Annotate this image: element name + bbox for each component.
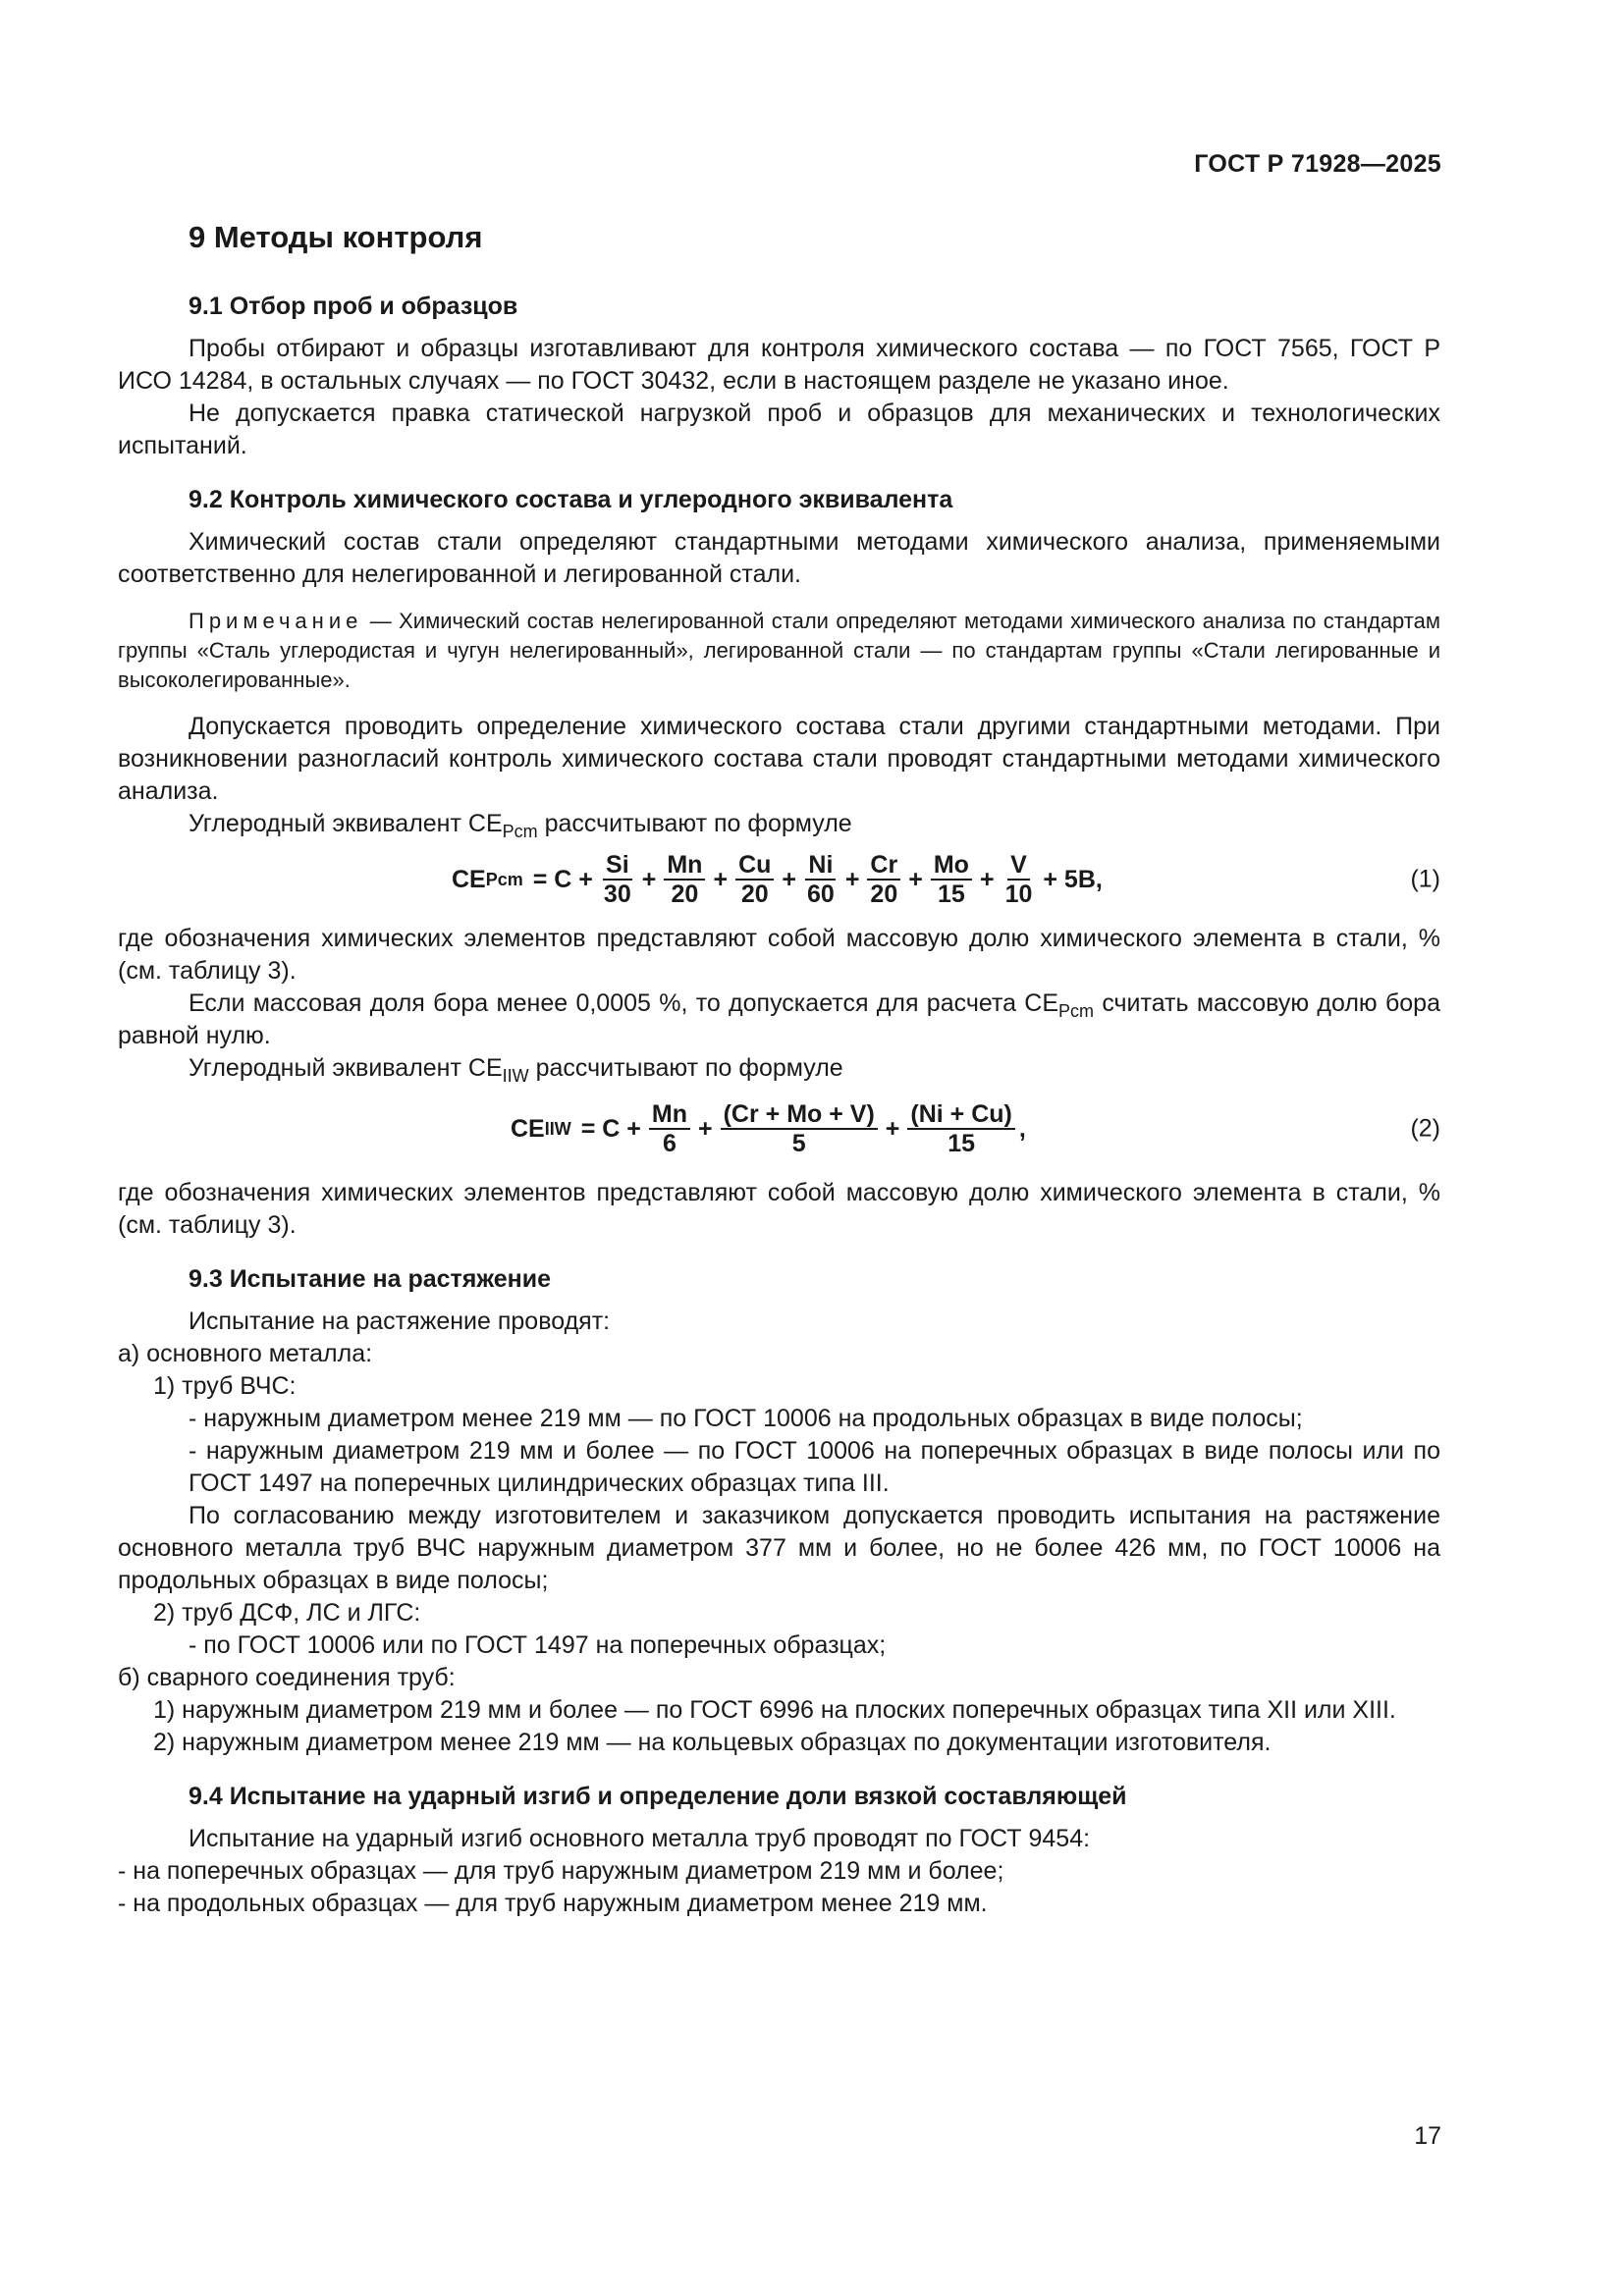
- plus: +: [713, 865, 729, 893]
- numerator: Cu: [735, 851, 774, 881]
- text: Если массовая доля бора менее 0,0005 %, то допускается для расчета CE: [189, 989, 1059, 1017]
- denominator: 15: [937, 881, 965, 908]
- note: [118, 607, 1440, 695]
- paragraph: Пробы отбирают и образцы изготавливают для контроля химического состава — по ГОСТ 7565, ГОСТ Р ИСО 14284, в остальных случаях — по ГОСТ 30432, если в настоящем разделе не указано иное.: [118, 335, 1440, 395]
- denominator: 10: [1004, 881, 1033, 908]
- fraction: [735, 851, 774, 908]
- plus: +: [698, 1114, 713, 1143]
- fraction: [804, 851, 838, 908]
- subscript: Pcm: [502, 822, 538, 841]
- paragraph: Допускается проводить определение химического состава стали другими стандартными методами. При возникновении разногласий контроль химического состава стали проводят стандартными методами химического анализа.: [118, 713, 1440, 805]
- subsection-9-4-title: 9.4 Испытание на ударный изгиб и определение доли вязкой составляющей: [189, 1783, 1127, 1810]
- denominator: 5: [791, 1130, 806, 1157]
- numerator: Ni: [805, 851, 836, 881]
- list-item: - наружным диаметром 219 мм и более — по ГОСТ 10006 на поперечных образцах в виде полосы или по ГОСТ 1497 на поперечных цилиндрических образцах типа III.: [189, 1437, 1440, 1497]
- paragraph: где обозначения химических элементов представляют собой массовую долю химического элемента в стали, % (см. таблицу 3).: [118, 925, 1440, 985]
- numerator: Cr: [867, 851, 900, 881]
- fraction: [867, 851, 900, 908]
- list-item: 2) наружным диаметром менее 219 мм — на кольцевых образцах по документации изготовителя.: [153, 1729, 1272, 1756]
- denominator: 60: [807, 881, 835, 908]
- list-item: а) основного металла:: [118, 1340, 373, 1367]
- formula-1: [118, 846, 1440, 913]
- subsection-9-1-title: 9.1 Отбор проб и образцов: [189, 293, 518, 320]
- list-item: б) сварного соединения труб:: [118, 1664, 456, 1691]
- text: считать массовую долю бора равной нулю.: [118, 989, 1440, 1049]
- formula-eq: = C +: [532, 865, 593, 893]
- paragraph: Химический состав стали определяют стандартными методами химического анализа, применяемыми соответственно для нелегированной и легированной стали.: [118, 528, 1440, 588]
- plus: +: [844, 865, 860, 893]
- paragraph: [118, 808, 1440, 840]
- numerator: V: [1007, 851, 1030, 881]
- formula-2-expression: CE IIW = C + $\frac{Mn}{6}$ + $\frac{(Cr + Mo + V)}{5}$ + $\frac{(Ni + Cu)}{15}$ ,: [511, 1100, 1026, 1157]
- section-title: 9 Методы контроля: [189, 220, 483, 254]
- denominator: 20: [740, 881, 769, 908]
- denominator: 20: [870, 881, 898, 908]
- list-item: - по ГОСТ 10006 или по ГОСТ 1497 на поперечных образцах;: [189, 1631, 887, 1659]
- paragraph: По согласованию между изготовителем и заказчиком допускается проводить испытания на растяжение основного металла труб ВЧС наружным диаметром 377 мм и более, но не более 426 мм, по ГОСТ 10006 на продольных образцах в виде полосы;: [118, 1502, 1440, 1594]
- list-item: - наружным диаметром менее 219 мм — по ГОСТ 10006 на продольных образцах в виде полосы;: [189, 1405, 1303, 1432]
- paragraph: [118, 1052, 1440, 1085]
- paragraph: где обозначения химических элементов представляют собой массовую долю химического элемента в стали, % (см. таблицу 3).: [118, 1179, 1440, 1239]
- formula-tail: ,: [1018, 1114, 1026, 1143]
- denominator: 30: [603, 881, 631, 908]
- page-number: 17: [1414, 2122, 1441, 2150]
- note-text: — Химический состав нелегированной стали определяют методами химического анализа по стандартам группы «Сталь углеродистая и чугун нелегированный», легированной стали — по стандартам группы «Стали легированные и высоколегированные».: [118, 609, 1440, 692]
- text: Углеродный эквивалент CE: [189, 810, 503, 837]
- subscript: IIW: [502, 1066, 529, 1086]
- numerator: Si: [603, 851, 632, 881]
- formula-lhs: CE: [452, 865, 486, 893]
- plus: +: [908, 865, 923, 893]
- formula-2: [118, 1091, 1440, 1167]
- paragraph: Испытание на ударный изгиб основного металла труб проводят по ГОСТ 9454:: [189, 1825, 1091, 1852]
- list-item: - на поперечных образцах — для труб наружным диаметром 219 мм и более;: [118, 1857, 1004, 1885]
- plus: +: [641, 865, 657, 893]
- subscript: Pcm: [1058, 1001, 1095, 1021]
- denominator: 6: [662, 1130, 677, 1157]
- text: рассчитывают по формуле: [528, 1054, 843, 1082]
- paragraph: [118, 988, 1440, 1052]
- fraction: [664, 851, 705, 908]
- fraction: [721, 1100, 878, 1157]
- formula-eq: = C +: [580, 1114, 641, 1143]
- note-label: Примечание: [189, 609, 363, 633]
- fraction: [1002, 851, 1036, 908]
- page-content: [118, 218, 1440, 1920]
- numerator: Mn: [649, 1100, 690, 1130]
- formula-number: (2): [1410, 1114, 1440, 1143]
- numerator: Mo: [931, 851, 972, 881]
- numerator: (Cr + Mo + V): [721, 1100, 878, 1130]
- subsection-9-2-title: 9.2 Контроль химического состава и углеродного эквивалента: [189, 486, 953, 513]
- formula-tail: + 5B,: [1043, 865, 1103, 893]
- formula-number: (1): [1410, 865, 1440, 893]
- paragraph: Не допускается правка статической нагрузкой проб и образцов для механических и технологических испытаний.: [118, 400, 1440, 459]
- formula-lhs: CE: [511, 1114, 545, 1143]
- list-item: 2) труб ДСФ, ЛС и ЛГС:: [153, 1599, 421, 1627]
- plus: +: [782, 865, 796, 893]
- numerator: (Ni + Cu): [907, 1100, 1014, 1130]
- text: Углеродный эквивалент CE: [189, 1054, 503, 1082]
- list-item: 1) труб ВЧС:: [153, 1372, 297, 1400]
- numerator: Mn: [664, 851, 705, 881]
- list-item: - на продольных образцах — для труб наружным диаметром менее 219 мм.: [118, 1890, 988, 1917]
- plus: +: [885, 1114, 900, 1143]
- paragraph: Испытание на растяжение проводят:: [189, 1308, 611, 1335]
- fraction: [931, 851, 972, 908]
- denominator: 15: [947, 1130, 976, 1157]
- text: рассчитывают по формуле: [537, 810, 852, 837]
- denominator: 20: [671, 881, 699, 908]
- formula-1-expression: CE Pcm = C + $\frac{Si}{30}$ + $\frac{Mn}{20}$ + $\frac{Cu}{20}$ + $\frac{Ni}{60}$ + $\frac{Cr}{20}$ + $\frac{Mo}{15}$ + $\frac{V}{10}$ + 5B,: [452, 851, 1103, 908]
- formula-1-terms: [597, 851, 1039, 908]
- plus: +: [979, 865, 995, 893]
- list-item: 1) наружным диаметром 219 мм и более — по ГОСТ 6996 на плоских поперечных образцах типа XII или XIII.: [153, 1696, 1396, 1724]
- standard-header: ГОСТ Р 71928—2025: [1194, 150, 1441, 178]
- fraction: [907, 1100, 1014, 1157]
- fraction: [649, 1100, 690, 1157]
- subsection-9-3-title: 9.3 Испытание на растяжение: [189, 1265, 552, 1293]
- fraction: [601, 851, 634, 908]
